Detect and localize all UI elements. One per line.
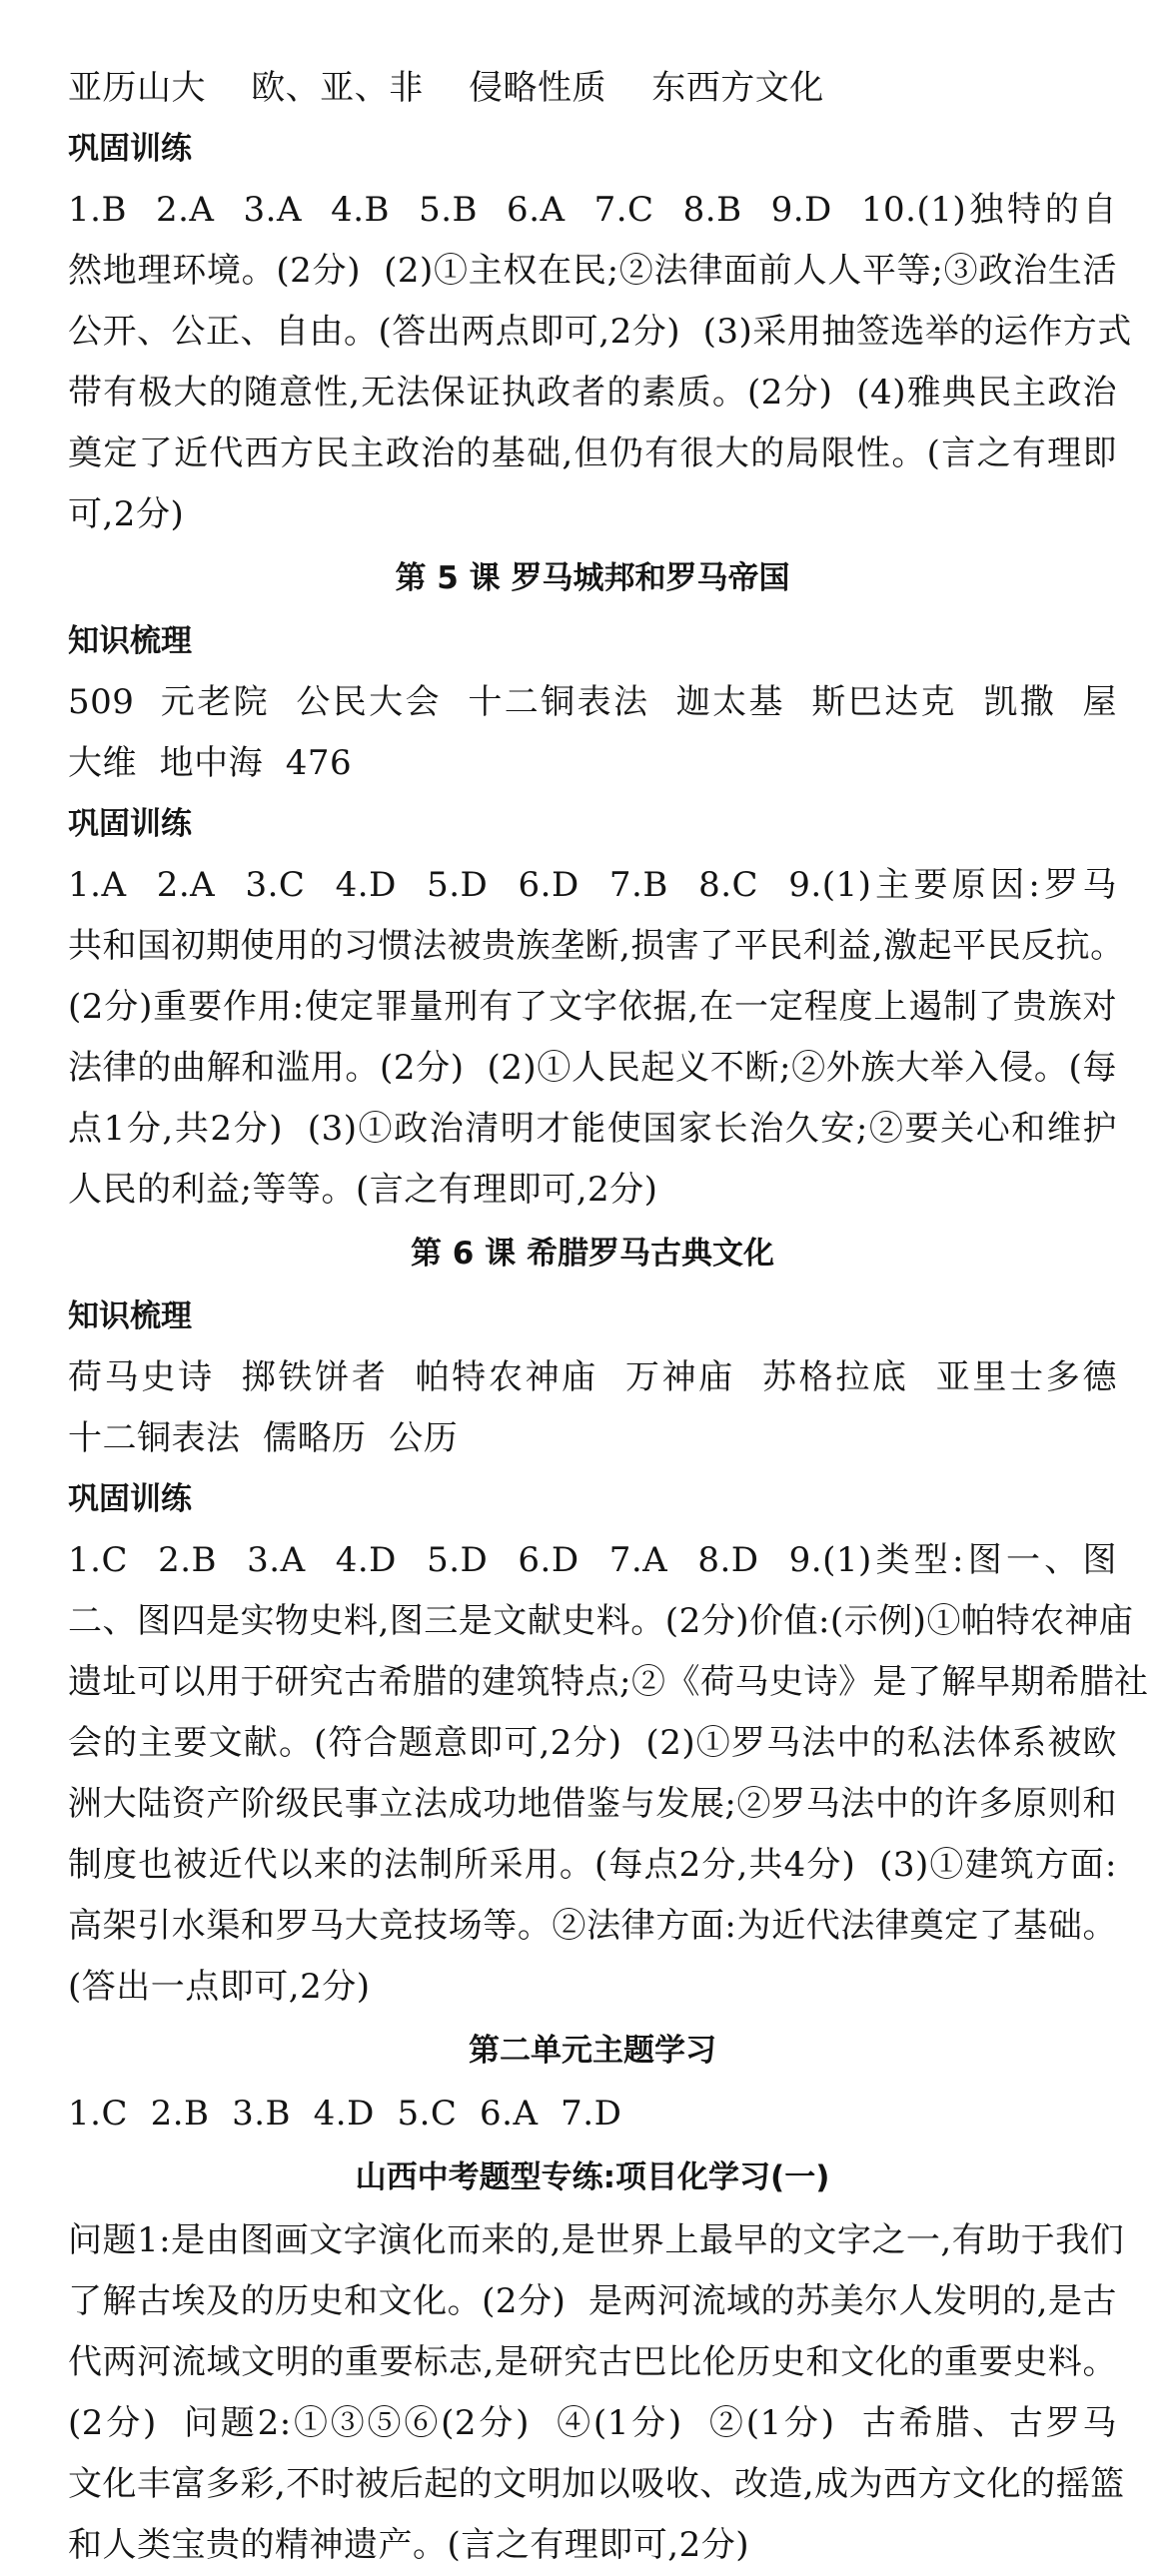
lesson6-knowledge-line: 十二铜表法 儒略历 公历 (68, 1418, 459, 1458)
lesson5-knowledge-heading: 知识梳理 (68, 623, 192, 659)
lesson5-knowledge-line: 大维 地中海 476 (68, 743, 353, 783)
lesson5-practice-line: 人民的利益;等等。(言之有理即可,2分) (68, 1170, 658, 1210)
lesson6-practice-line: 1.C 2.B 3.A 4.D 5.D 6.D 7.A 8.D 9.(1)类型:图一、图 (68, 1540, 1117, 1580)
lesson4-practice-line: 1.B 2.A 3.A 4.B 5.B 6.A 7.C 8.B 9.D 10.(1)独特的自 (68, 190, 1117, 230)
lesson6-practice-heading: 巩固训练 (68, 1481, 192, 1517)
lesson6-title: 第 6 课 希腊罗马古典文化 (411, 1236, 774, 1272)
lesson6-practice-line: 二、图四是实物史料,图三是文献史料。(2分)价值:(示例)①帕特农神庙 (68, 1601, 1134, 1641)
lesson4-practice-line: 带有极大的随意性,无法保证执政者的素质。(2分) (4)雅典民主政治 (68, 373, 1117, 413)
lesson4-practice-line: 奠定了近代西方民主政治的基础,但仍有很大的局限性。(言之有理即 (68, 433, 1117, 473)
lesson4-practice-heading: 巩固训练 (68, 131, 192, 167)
shanxi-line: 问题1:是由图画文字演化而来的,是世界上最早的文字之一,有助于我们 (68, 2220, 1125, 2260)
shanxi-line: 了解古埃及的历史和文化。(2分) 是两河流域的苏美尔人发明的,是古 (68, 2281, 1117, 2321)
lesson6-practice-line: 遗址可以用于研究古希腊的建筑特点;②《荷马史诗》是了解早期希腊社 (68, 1662, 1149, 1702)
lesson5-practice-line: 法律的曲解和滥用。(2分) (2)①人民起义不断;②外族大举入侵。(每 (68, 1048, 1117, 1088)
lesson5-practice-line: (2分)重要作用:使定罪量刑有了文字依据,在一定程度上遏制了贵族对 (68, 987, 1117, 1027)
lesson6-practice-line: (答出一点即可,2分) (68, 1967, 371, 2007)
lesson5-practice-line: 点1分,共2分) (3)①政治清明才能使国家长治久安;②要关心和维护 (68, 1109, 1117, 1149)
lesson5-practice-line: 1.A 2.A 3.C 4.D 5.D 6.D 7.B 8.C 9.(1)主要原因:罗马 (68, 865, 1117, 905)
lesson5-title: 第 5 课 罗马城邦和罗马帝国 (395, 560, 790, 596)
shanxi-line: (2分) 问题2:①③⑤⑥(2分) ④(1分) ②(1分) 古希腊、古罗马 (68, 2403, 1117, 2443)
lesson6-practice-line: 会的主要文献。(符合题意即可,2分) (2)①罗马法中的私法体系被欧 (68, 1723, 1117, 1763)
lesson4-practice-line: 可,2分) (68, 494, 185, 534)
lesson5-knowledge-line: 509 元老院 公民大会 十二铜表法 迦太基 斯巴达克 凯撒 屋 (68, 682, 1117, 722)
lesson4-practice-line: 然地理环境。(2分) (2)①主权在民;②法律面前人人平等;③政治生活 (68, 251, 1117, 291)
answer-page (68, 58, 1149, 2576)
shanxi-line: 文化丰富多彩,不时被后起的文明加以吸收、改造,成为西方文化的摇篮 (68, 2464, 1125, 2504)
lesson6-knowledge-heading: 知识梳理 (68, 1298, 192, 1334)
unit2-answers-line: 1.C 2.B 3.B 4.D 5.C 6.A 7.D (68, 2094, 622, 2134)
shanxi-title: 山西中考题型专练:项目化学习(一) (355, 2159, 830, 2195)
lesson4-practice-line: 公开、公正、自由。(答出两点即可,2分) (3)采用抽签选举的运作方式 (68, 312, 1132, 352)
lesson6-knowledge-line: 荷马史诗 掷铁饼者 帕特农神庙 万神庙 苏格拉底 亚里士多德 (68, 1357, 1117, 1397)
lesson6-practice-line: 高架引水渠和罗马大竞技场等。②法律方面:为近代法律奠定了基础。 (68, 1906, 1117, 1946)
top-terms-line: 亚历山大 欧、亚、非 侵略性质 东西方文化 (68, 68, 824, 108)
lesson5-practice-line: 共和国初期使用的习惯法被贵族垄断,损害了平民利益,激起平民反抗。 (68, 926, 1125, 966)
lesson5-practice-heading: 巩固训练 (68, 806, 192, 842)
lesson6-practice-line: 制度也被近代以来的法制所采用。(每点2分,共4分) (3)①建筑方面: (68, 1845, 1117, 1885)
shanxi-line: 和人类宝贵的精神遗产。(言之有理即可,2分) (68, 2525, 749, 2565)
unit2-title: 第二单元主题学习 (469, 2033, 716, 2069)
shanxi-line: 代两河流域文明的重要标志,是研究古巴比伦历史和文化的重要史料。 (68, 2342, 1117, 2382)
lesson6-practice-line: 洲大陆资产阶级民事立法成功地借鉴与发展;②罗马法中的许多原则和 (68, 1784, 1117, 1824)
